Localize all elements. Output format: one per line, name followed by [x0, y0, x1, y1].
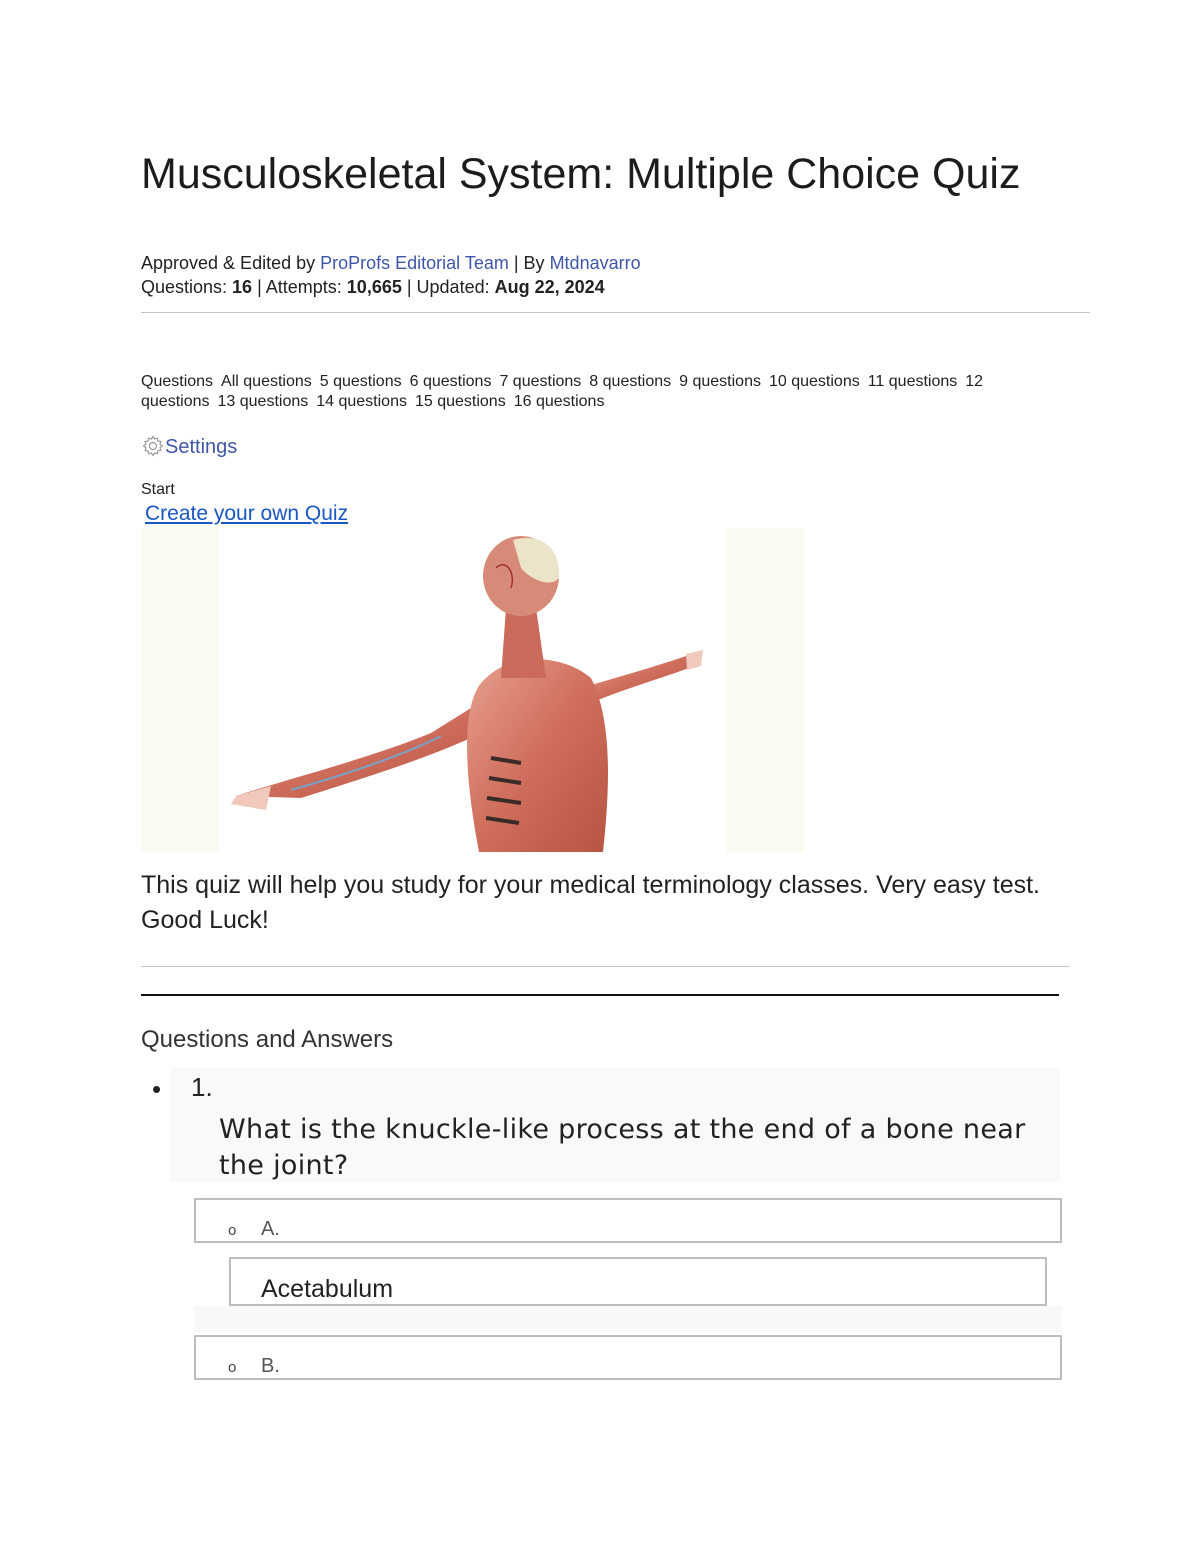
attempts-count: 10,665	[346, 277, 402, 297]
filter-option[interactable]: 10 questions	[768, 373, 860, 390]
list-bullet: •	[152, 1074, 162, 1104]
filter-option[interactable]: 9 questions	[679, 373, 761, 390]
approval-line	[141, 252, 641, 274]
attempts-label: | Attempts:	[252, 277, 347, 297]
quiz-description: This quiz will help you study for your medical terminology classes. Very easy test. Good Luck!	[141, 871, 1040, 934]
filter-option[interactable]: 8 questions	[589, 373, 672, 390]
question-text: What is the knuckle-like process at the end of a bone near the joint?	[219, 1114, 1026, 1181]
question-number: 1.	[191, 1072, 213, 1102]
filter-option[interactable]: 15 questions	[414, 393, 506, 410]
filter-option[interactable]: All questions	[221, 373, 312, 390]
updated-date: Aug 22, 2024	[494, 277, 605, 297]
approved-prefix: Approved & Edited by	[141, 253, 321, 273]
questions-count: 16	[232, 277, 253, 297]
thick-divider	[141, 994, 1059, 996]
gear-icon	[141, 434, 165, 458]
settings-button[interactable]	[141, 434, 237, 462]
settings-label: Settings	[165, 436, 238, 458]
filter-option[interactable]: 14 questions	[316, 393, 407, 410]
start-label[interactable]: Start	[141, 481, 175, 498]
filter-option[interactable]: 6 questions	[409, 373, 492, 390]
by-separator: | By	[508, 253, 550, 273]
filter-option[interactable]: 12 questions	[141, 373, 984, 410]
option-b[interactable]	[194, 1335, 1062, 1380]
option-b-letter: B.	[261, 1355, 280, 1377]
filter-option[interactable]: 7 questions	[499, 373, 582, 390]
divider	[141, 312, 1090, 313]
option-a-text: Acetabulum	[261, 1275, 394, 1303]
qa-heading: Questions and Answers	[141, 1026, 394, 1053]
option-a[interactable]	[194, 1198, 1062, 1243]
anatomy-illustration	[141, 528, 804, 852]
filter-option[interactable]: 5 questions	[319, 373, 402, 390]
filter-option[interactable]: 11 questions	[867, 373, 958, 390]
questions-label: Questions:	[141, 277, 233, 297]
filter-label: Questions	[141, 373, 214, 390]
editorial-team-link[interactable]: ProProfs Editorial Team	[320, 253, 509, 273]
filter-option[interactable]: 16 questions	[513, 393, 605, 410]
option-a-letter: A.	[261, 1218, 280, 1240]
updated-label: | Updated:	[401, 277, 495, 297]
divider	[141, 966, 1070, 967]
author-link[interactable]: Mtdnavarro	[549, 253, 641, 273]
page-title: Musculoskeletal System: Multiple Choice Quiz	[141, 150, 1021, 198]
question-count-filter	[141, 372, 1051, 412]
filter-option[interactable]: 13 questions	[217, 393, 309, 410]
quiz-stats	[141, 276, 605, 298]
create-quiz-link[interactable]: Create your own Quiz	[145, 502, 349, 525]
answer-spacer	[194, 1306, 1062, 1332]
option-marker: o	[228, 1359, 237, 1376]
option-marker: o	[228, 1222, 237, 1239]
